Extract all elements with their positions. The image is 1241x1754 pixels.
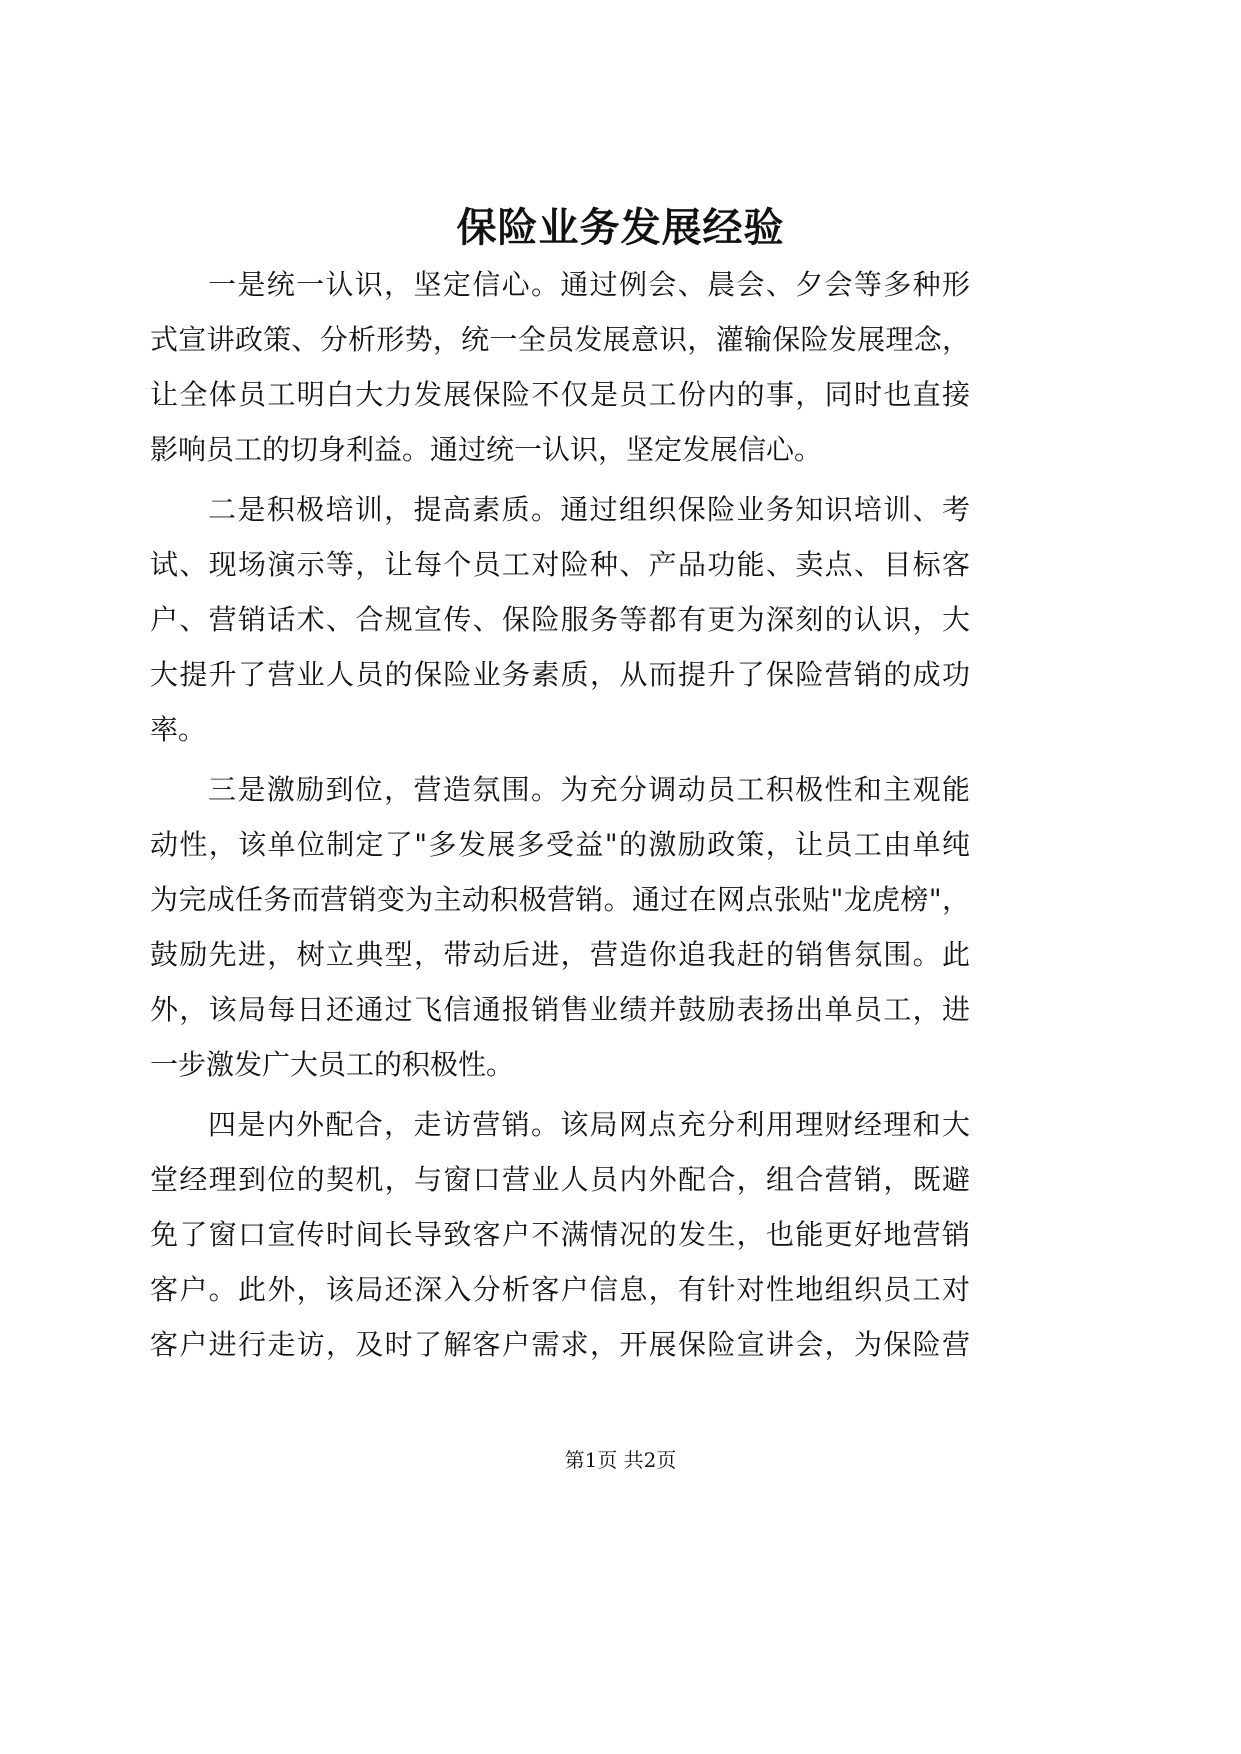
paragraph-line: 二是积极培训，提高素质。通过组织保险业务知识培训、考 (208, 493, 970, 526)
paragraph-line: 动性，该单位制定了"多发展多受益"的激励政策，让员工由单纯 (150, 828, 970, 861)
paragraph-line: 堂经理到位的契机，与窗口营业人员内外配合，组合营销，既避 (150, 1163, 970, 1196)
paragraph-line: 影响员工的切身利益。通过统一认识，坚定发展信心。 (150, 433, 823, 466)
paragraph-line: 让全体员工明白大力发展保险不仅是员工份内的事，同时也直接 (150, 378, 970, 411)
document-body (150, 257, 970, 1377)
document-title: 保险业务发展经验 (456, 204, 785, 251)
paragraph-line: 免了窗口宣传时间长导致客户不满情况的发生，也能更好地营销 (150, 1218, 970, 1251)
paragraph (150, 1097, 970, 1372)
paragraph-line: 四是内外配合，走访营销。该局网点充分利用理财经理和大 (208, 1108, 970, 1141)
paragraph (150, 762, 970, 1092)
paragraph (150, 482, 970, 757)
page-footer: 第1页 共2页 (564, 1448, 677, 1472)
paragraph-line: 客户。此外，该局还深入分析客户信息，有针对性地组织员工对 (150, 1273, 970, 1306)
paragraph-line: 客户进行走访，及时了解客户需求，开展保险宣讲会，为保险营 (150, 1328, 970, 1361)
paragraph-line: 一是统一认识，坚定信心。通过例会、晨会、夕会等多种形 (208, 268, 970, 301)
paragraph-line: 式宣讲政策、分析形势，统一全员发展意识，灌输保险发展理念， (150, 323, 970, 356)
paragraph-line: 一步激发广大员工的积极性。 (150, 1048, 515, 1081)
paragraph-line: 户、营销话术、合规宣传、保险服务等都有更为深刻的认识，大 (150, 603, 970, 636)
paragraph (150, 257, 970, 477)
paragraph-line: 试、现场演示等，让每个员工对险种、产品功能、卖点、目标客 (150, 548, 970, 581)
paragraph-line: 率。 (150, 713, 207, 746)
paragraph-line: 三是激励到位，营造氛围。为充分调动员工积极性和主观能 (208, 773, 970, 806)
paragraph-line: 大提升了营业人员的保险业务素质，从而提升了保险营销的成功 (150, 658, 970, 691)
paragraph-line: 为完成任务而营销变为主动积极营销。通过在网点张贴"龙虎榜"， (150, 883, 970, 916)
paragraph-line: 鼓励先进，树立典型，带动后进，营造你追我赶的销售氛围。此 (150, 938, 970, 971)
paragraph-line: 外，该局每日还通过飞信通报销售业绩并鼓励表扬出单员工，进 (150, 993, 970, 1026)
